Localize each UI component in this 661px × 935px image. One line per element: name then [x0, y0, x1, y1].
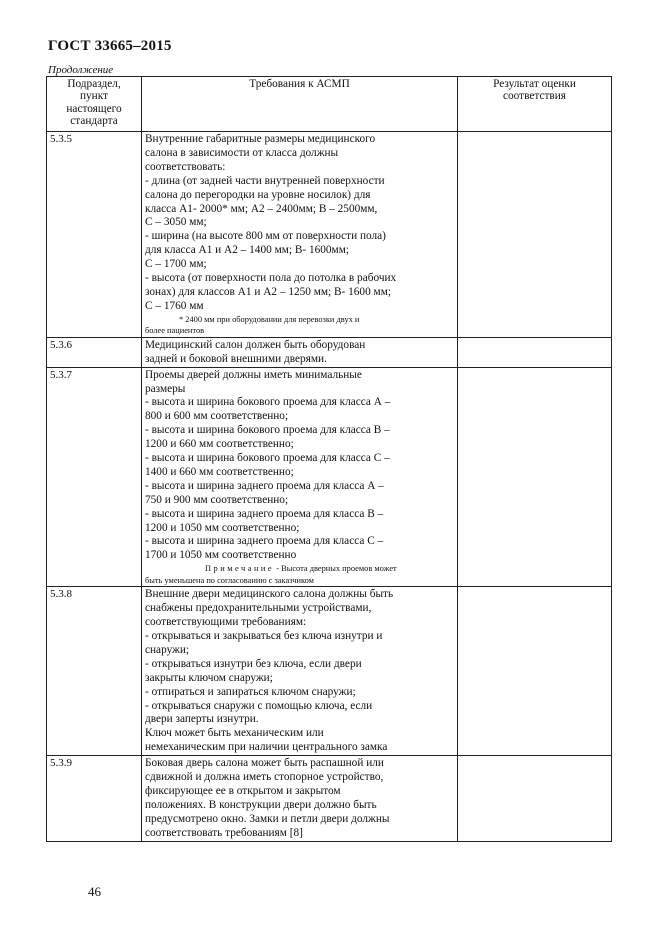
header-subsection: Подраздел, пункт настоящего стандарта	[47, 77, 142, 132]
document-title: ГОСТ 33665–2015	[48, 38, 172, 54]
requirement-line: 800 и 600 мм соответственно;	[145, 410, 289, 423]
requirement-line: салона в зависимости от класса должны	[145, 146, 339, 159]
requirement-line: размеры	[145, 382, 186, 395]
requirement-line: С – 1700 мм;	[145, 258, 207, 271]
requirement-line: немеханическим при наличии центрального замка	[145, 741, 388, 754]
requirement-line: задней и боковой внешними дверями.	[145, 352, 327, 365]
requirement-line: для класса А1 и А2 – 1400 мм; В- 1600мм;	[145, 244, 349, 257]
requirement-line: Проемы дверей должны иметь минимальные	[145, 368, 362, 381]
note-line: * 2400 мм при оборудовании для перевозки двух и	[179, 314, 360, 324]
requirement-line: - открываться и закрываться без ключа изнутри и	[145, 630, 383, 642]
row-code: 5.3.7	[47, 367, 142, 587]
note-line: быть уменьшена по согласованию с заказчиком	[145, 575, 314, 585]
requirement-line: снабжены предохранительными устройствами,	[145, 602, 372, 615]
page-number: 46	[88, 884, 101, 899]
row-code: 5.3.9	[47, 756, 142, 841]
requirement-line: соответствовать требованиям [8]	[145, 826, 303, 839]
requirement-line: салона до перегородки на уровне носилок) для	[145, 188, 371, 201]
requirement-line: сдвижной и должна иметь стопорное устройство,	[145, 771, 384, 784]
requirement-line: - длина (от задней части внутренней поверхности	[145, 174, 385, 187]
note-rest: - Высота дверных проемов может	[274, 564, 397, 574]
requirement-line: соответствовать:	[145, 160, 226, 173]
requirement-line: фиксирующее ее в открытом и закрытом	[145, 784, 341, 797]
requirement-line: зонах) для классов А1 и А2 – 1250 мм; В- 1600 мм;	[145, 285, 391, 298]
requirement-line: - высота и ширина бокового проема для класса А –	[145, 396, 391, 409]
row-requirement	[142, 337, 458, 367]
table-row	[47, 337, 612, 367]
requirement-line: - высота и ширина заднего проема для класса А –	[145, 479, 384, 492]
row-code: 5.3.8	[47, 587, 142, 756]
note-line	[145, 563, 454, 575]
header-assessment: Результат оценки соответствия	[458, 77, 612, 132]
table-row	[47, 756, 612, 841]
requirement-line: Внешние двери медицинского салона должны быть	[145, 588, 394, 601]
row-requirement	[142, 132, 458, 338]
requirement-line: снаружи;	[145, 643, 190, 656]
table-row	[47, 132, 612, 338]
requirements-table	[46, 76, 612, 842]
row-code: 5.3.5	[47, 132, 142, 338]
requirement-line: двери заперты изнутри.	[145, 713, 259, 726]
requirement-line: - высота и ширина заднего проема для класса В –	[145, 507, 384, 520]
header-requirements: Требования к АСМП	[142, 77, 458, 132]
requirement-line: - ширина (на высоте 800 мм от поверхности пола)	[145, 230, 386, 243]
row-assessment	[458, 587, 612, 756]
requirement-line: - высота и ширина заднего проема для класса С –	[145, 535, 384, 548]
requirement-line: 750 и 900 мм соответственно;	[145, 493, 289, 506]
requirement-line: соответствующими требованиям:	[145, 616, 307, 629]
requirement-line: 1200 и 1050 мм соответственно;	[145, 521, 300, 534]
requirement-line: С – 3050 мм;	[145, 216, 207, 229]
requirement-line: - открываться снаружи с помощью ключа, если	[145, 699, 373, 712]
requirement-line: 1700 и 1050 мм соответственно	[145, 549, 297, 562]
requirement-line: - открываться изнутри без ключа, если двери	[145, 657, 362, 670]
requirement-line: 1400 и 660 мм соответственно;	[145, 465, 294, 478]
requirement-line: - отпираться и запираться ключом снаружи;	[145, 685, 356, 698]
table-header-row	[47, 77, 612, 132]
table-row	[47, 587, 612, 756]
requirement-line: - высота и ширина бокового проема для класса С –	[145, 452, 390, 465]
requirement-line: закрыты ключом снаружи;	[145, 671, 273, 684]
requirement-line: 1200 и 660 мм соответственно;	[145, 438, 294, 451]
row-assessment	[458, 132, 612, 338]
row-requirement	[142, 587, 458, 756]
requirement-line: - высота (от поверхности пола до потолка в рабочих	[145, 272, 397, 285]
row-assessment	[458, 337, 612, 367]
requirement-line: Внутренние габаритные размеры медицинского	[145, 133, 376, 145]
row-requirement	[142, 367, 458, 587]
note-line: более пациентов	[145, 326, 205, 336]
requirement-line: положениях. В конструкции двери должно быть	[145, 798, 377, 811]
note-lead: Примечание	[205, 564, 275, 574]
table-body	[47, 132, 612, 842]
table-row	[47, 367, 612, 587]
requirement-line: Боковая дверь салона может быть распашной или	[145, 757, 384, 770]
requirement-line: - высота и ширина бокового проема для класса В –	[145, 424, 390, 437]
row-requirement	[142, 756, 458, 841]
requirement-line: класса А1- 2000* мм; А2 – 2400мм; В – 2500мм,	[145, 202, 378, 215]
row-assessment	[458, 756, 612, 841]
row-code: 5.3.6	[47, 337, 142, 367]
continuation-label: Продолжение	[48, 64, 114, 76]
requirement-line: Ключ может быть механическим или	[145, 727, 324, 740]
row-assessment	[458, 367, 612, 587]
requirement-line: предусмотрено окно. Замки и петли двери должны	[145, 812, 390, 825]
requirement-line: С – 1760 мм	[145, 299, 204, 312]
requirement-line: Медицинский салон должен быть оборудован	[145, 338, 366, 351]
